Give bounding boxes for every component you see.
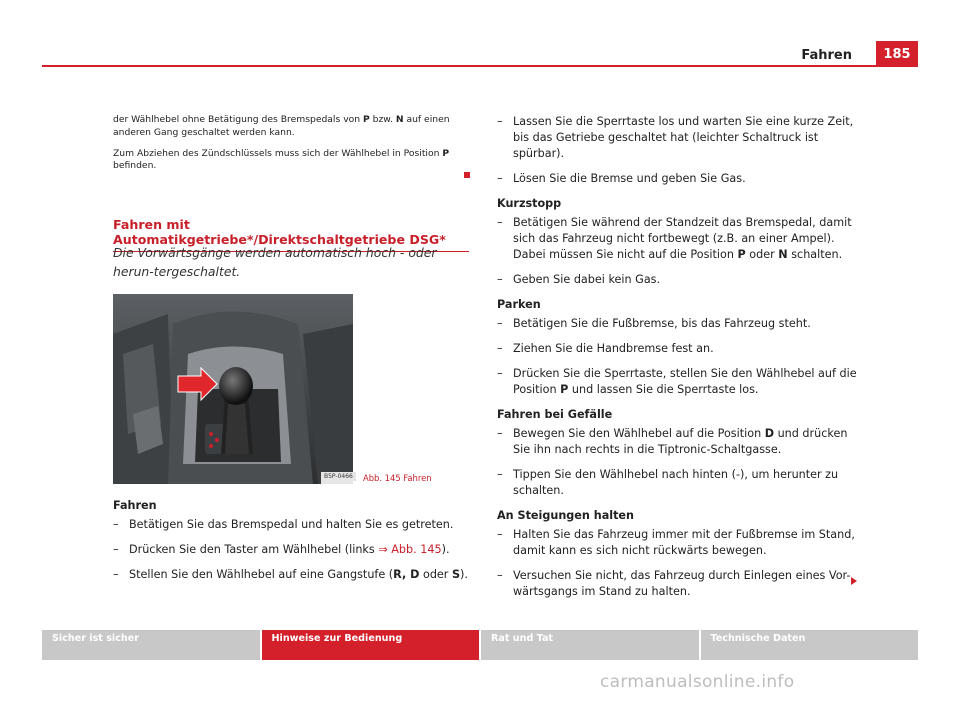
list-item: – Lassen Sie die Sperrtaste los und warten Sie eine kurze Zeit, bis das Getriebe geschaltet hat (leichter Schaltruck ist spürbar). [497, 115, 854, 160]
watermark: carmanualsonline.info [600, 672, 795, 692]
list-heading-fahren: Fahren [113, 499, 157, 512]
footer-tab-sicher[interactable]: Sicher ist sicher [42, 630, 260, 660]
list-item: – Versuchen Sie nicht, das Fahrzeug durch Einlegen eines Vor-wärtsgangs im Stand zu halten. [497, 569, 851, 598]
footer-tab-technische-daten[interactable]: Technische Daten [701, 630, 919, 660]
footer-tab-bedienung[interactable]: Hinweise zur Bedienung [262, 630, 480, 660]
continue-arrow-icon [851, 577, 857, 585]
page-number: 185 [876, 41, 918, 67]
list-item: – Stellen Sie den Wählhebel auf eine Gangstufe (R, D oder S). [113, 568, 468, 581]
footer-tab-rat-und-tat[interactable]: Rat und Tat [481, 630, 699, 660]
list-item: – Betätigen Sie während der Standzeit das Bremspedal, damit sich das Fahrzeug nicht fortbewegt (z.B. an einer Ampel). Dabei müssen Sie nicht auf die Position P oder N schalten. [497, 216, 852, 261]
gear-selector-figure [113, 294, 353, 484]
page-title: Fahren [801, 48, 852, 63]
list-item: – Betätigen Sie die Fußbremse, bis das Fahrzeug steht. [497, 317, 811, 330]
section-end-marker [464, 172, 470, 178]
header-rule [42, 65, 918, 67]
list-item: – Lösen Sie die Bremse und geben Sie Gas. [497, 172, 746, 185]
heading-parken: Parken [497, 298, 541, 311]
gear-selector-illustration [113, 294, 353, 484]
section-heading: Fahren mit Automatikgetriebe*/Direktschaltgetriebe DSG* [113, 217, 469, 252]
footer-nav [42, 630, 918, 660]
heading-steigungen: An Steigungen halten [497, 509, 634, 522]
right-column [497, 114, 857, 609]
heading-gefaelle: Fahren bei Gefälle [497, 408, 613, 421]
list-item: – Tippen Sie den Wählhebel nach hinten (-), um herunter zu schalten. [497, 468, 839, 497]
section-intro: Die Vorwärtsgänge werden automatisch hoch - oder herun-tergeschaltet. [113, 245, 437, 279]
intro-paragraph-2: Zum Abziehen des Zündschlüssels muss sich der Wählhebel in Position P befinden. [113, 147, 450, 172]
list-item: – Bewegen Sie den Wählhebel auf die Position D und drücken Sie ihn nach rechts in die Tiptronic-Schaltgasse. [497, 427, 848, 456]
figure-code: B5P-0466 [321, 472, 356, 481]
left-list [113, 498, 469, 592]
list-item: – Betätigen Sie das Bremspedal und halten Sie es getreten. [113, 518, 454, 531]
list-item: – Geben Sie dabei kein Gas. [497, 273, 661, 286]
intro-paragraph-1: der Wählhebel ohne Betätigung des Bremspedals von P bzw. N auf einen anderen Gang geschaltet werden kann. [113, 114, 450, 138]
list-item: – Drücken Sie den Taster am Wählhebel (links ⇒ Abb. 145). [113, 543, 450, 556]
figure-caption: Abb. 145 Fahren [363, 473, 432, 483]
list-item: – Ziehen Sie die Handbremse fest an. [497, 342, 714, 355]
list-item: – Halten Sie das Fahrzeug immer mit der Fußbremse im Stand, damit kann es sich nicht rückwärts bewegen. [497, 528, 855, 557]
left-column [113, 114, 468, 181]
list-item: – Drücken Sie die Sperrtaste, stellen Sie den Wählhebel auf die Position P und lassen Sie die Sperrtaste los. [497, 367, 857, 396]
figure-reference-link[interactable]: ⇒ Abb. 145 [378, 543, 442, 556]
heading-kurzstopp: Kurzstopp [497, 197, 562, 210]
